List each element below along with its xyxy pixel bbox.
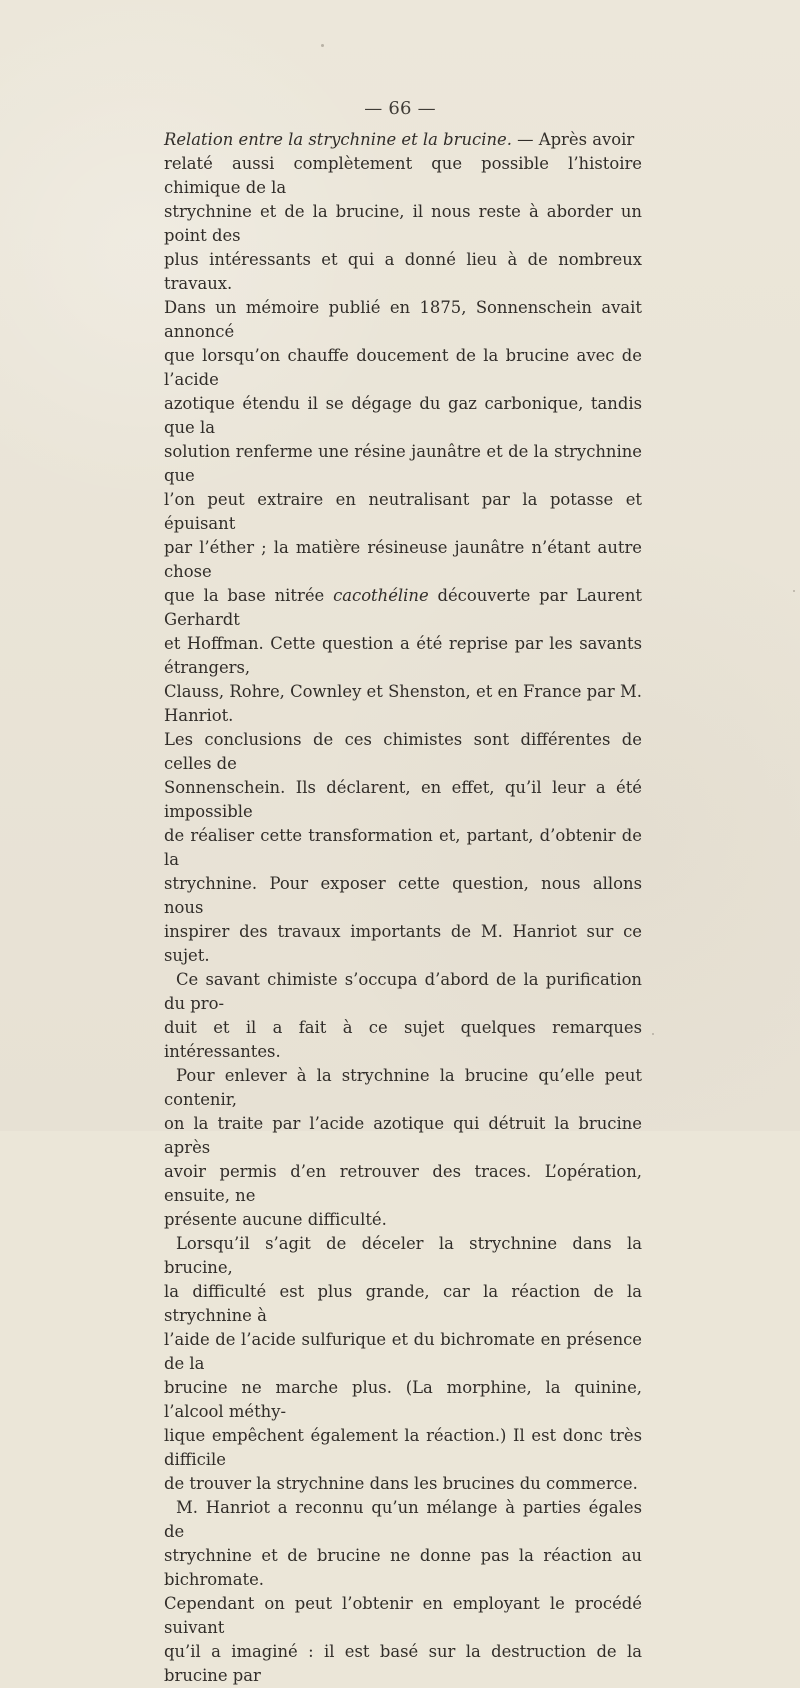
text-line: inspirer des travaux importants de M. Hanriot sur ce sujet. [164,922,642,965]
paragraph-2 [164,968,642,1064]
text-line: avoir permis d’en retrouver des traces. L’opération, ensuite, ne [164,1162,642,1205]
text-line: qu’il a imaginé : il est basé sur la destruction de la brucine par [164,1642,642,1685]
paper-speck [793,590,795,592]
text-line: Les conclusions de ces chimistes sont différentes de celles de [164,730,642,773]
text-line: lique empêchent également la réaction.) Il est donc très difficile [164,1426,642,1469]
text-line: que lorsqu’on chauffe doucement de la brucine avec de l’acide [164,346,642,389]
paragraph-3 [164,1064,642,1232]
text-line: Sonnenschein. Ils déclarent, en effet, qu’il leur a été impossible [164,778,642,821]
text-line: Clauss, Rohre, Cownley et Shenston, et en France par M. Hanriot. [164,682,642,725]
paragraph-1 [164,128,642,968]
text-line: — Après avoir [511,130,635,149]
text-line: Ce savant chimiste s’occupa d’abord de la purification du pro- [164,970,642,1013]
paper-speck [321,44,324,47]
text-line: brucine ne marche plus. (La morphine, la quinine, l’alcool méthy- [164,1378,642,1421]
text-line: strychnine et de brucine ne donne pas la réaction au bichromate. [164,1546,642,1589]
paper-speck [652,1033,654,1035]
text-line: duit et il a fait à ce sujet quelques remarques intéressantes. [164,1018,642,1061]
text-line: présente aucune difficulté. [164,1210,387,1229]
body-text [164,128,642,1688]
text-line: de trouver la strychnine dans les brucines du commerce. [164,1474,638,1493]
text-line: Pour enlever à la strychnine la brucine qu’elle peut contenir, [164,1066,642,1109]
text-line: relaté aussi complètement que possible l’histoire chimique de la [164,154,642,197]
text-line: solution renferme une résine jaunâtre et de la strychnine que [164,442,642,485]
text-line: découverte par Laurent Gerhardt [164,586,642,629]
section-heading: Relation entre la strychnine et la brucine. [164,130,512,149]
text-line: l’on peut extraire en neutralisant par la potasse et épuisant [164,490,642,533]
text-line: la difficulté est plus grande, car la réaction de la strychnine à [164,1282,642,1325]
text-line: l’aide de l’acide sulfurique et du bichromate en présence de la [164,1330,642,1373]
text-line: et Hoffman. Cette question a été reprise par les savants étrangers, [164,634,642,677]
paragraph-5 [164,1496,642,1688]
text-line: que la base nitrée [164,586,325,605]
text-line: Cependant on peut l’obtenir en employant le procédé suivant [164,1594,642,1637]
text-line: azotique étendu il se dégage du gaz carbonique, tandis que la [164,394,642,437]
italic-term: cacothéline [333,586,429,605]
text-line: Lorsqu’il s’agit de déceler la strychnine dans la brucine, [164,1234,642,1277]
text-line: de réaliser cette transformation et, partant, d’obtenir de la [164,826,642,869]
text-line: strychnine. Pour exposer cette question, nous allons nous [164,874,642,917]
text-line: strychnine et de la brucine, il nous reste à aborder un point des [164,202,642,245]
paragraph-4 [164,1232,642,1496]
text-line: par l’éther ; la matière résineuse jaunâtre n’étant autre chose [164,538,642,581]
page-number: — 66 — [364,98,436,119]
text-line: M. Hanriot a reconnu qu’un mélange à parties égales de [164,1498,642,1541]
text-line: plus intéressants et qui a donné lieu à de nombreux travaux. [164,250,642,293]
text-line: Dans un mémoire publié en 1875, Sonnenschein avait annoncé [164,298,642,341]
text-line: on la traite par l’acide azotique qui détruit la brucine après [164,1114,642,1157]
